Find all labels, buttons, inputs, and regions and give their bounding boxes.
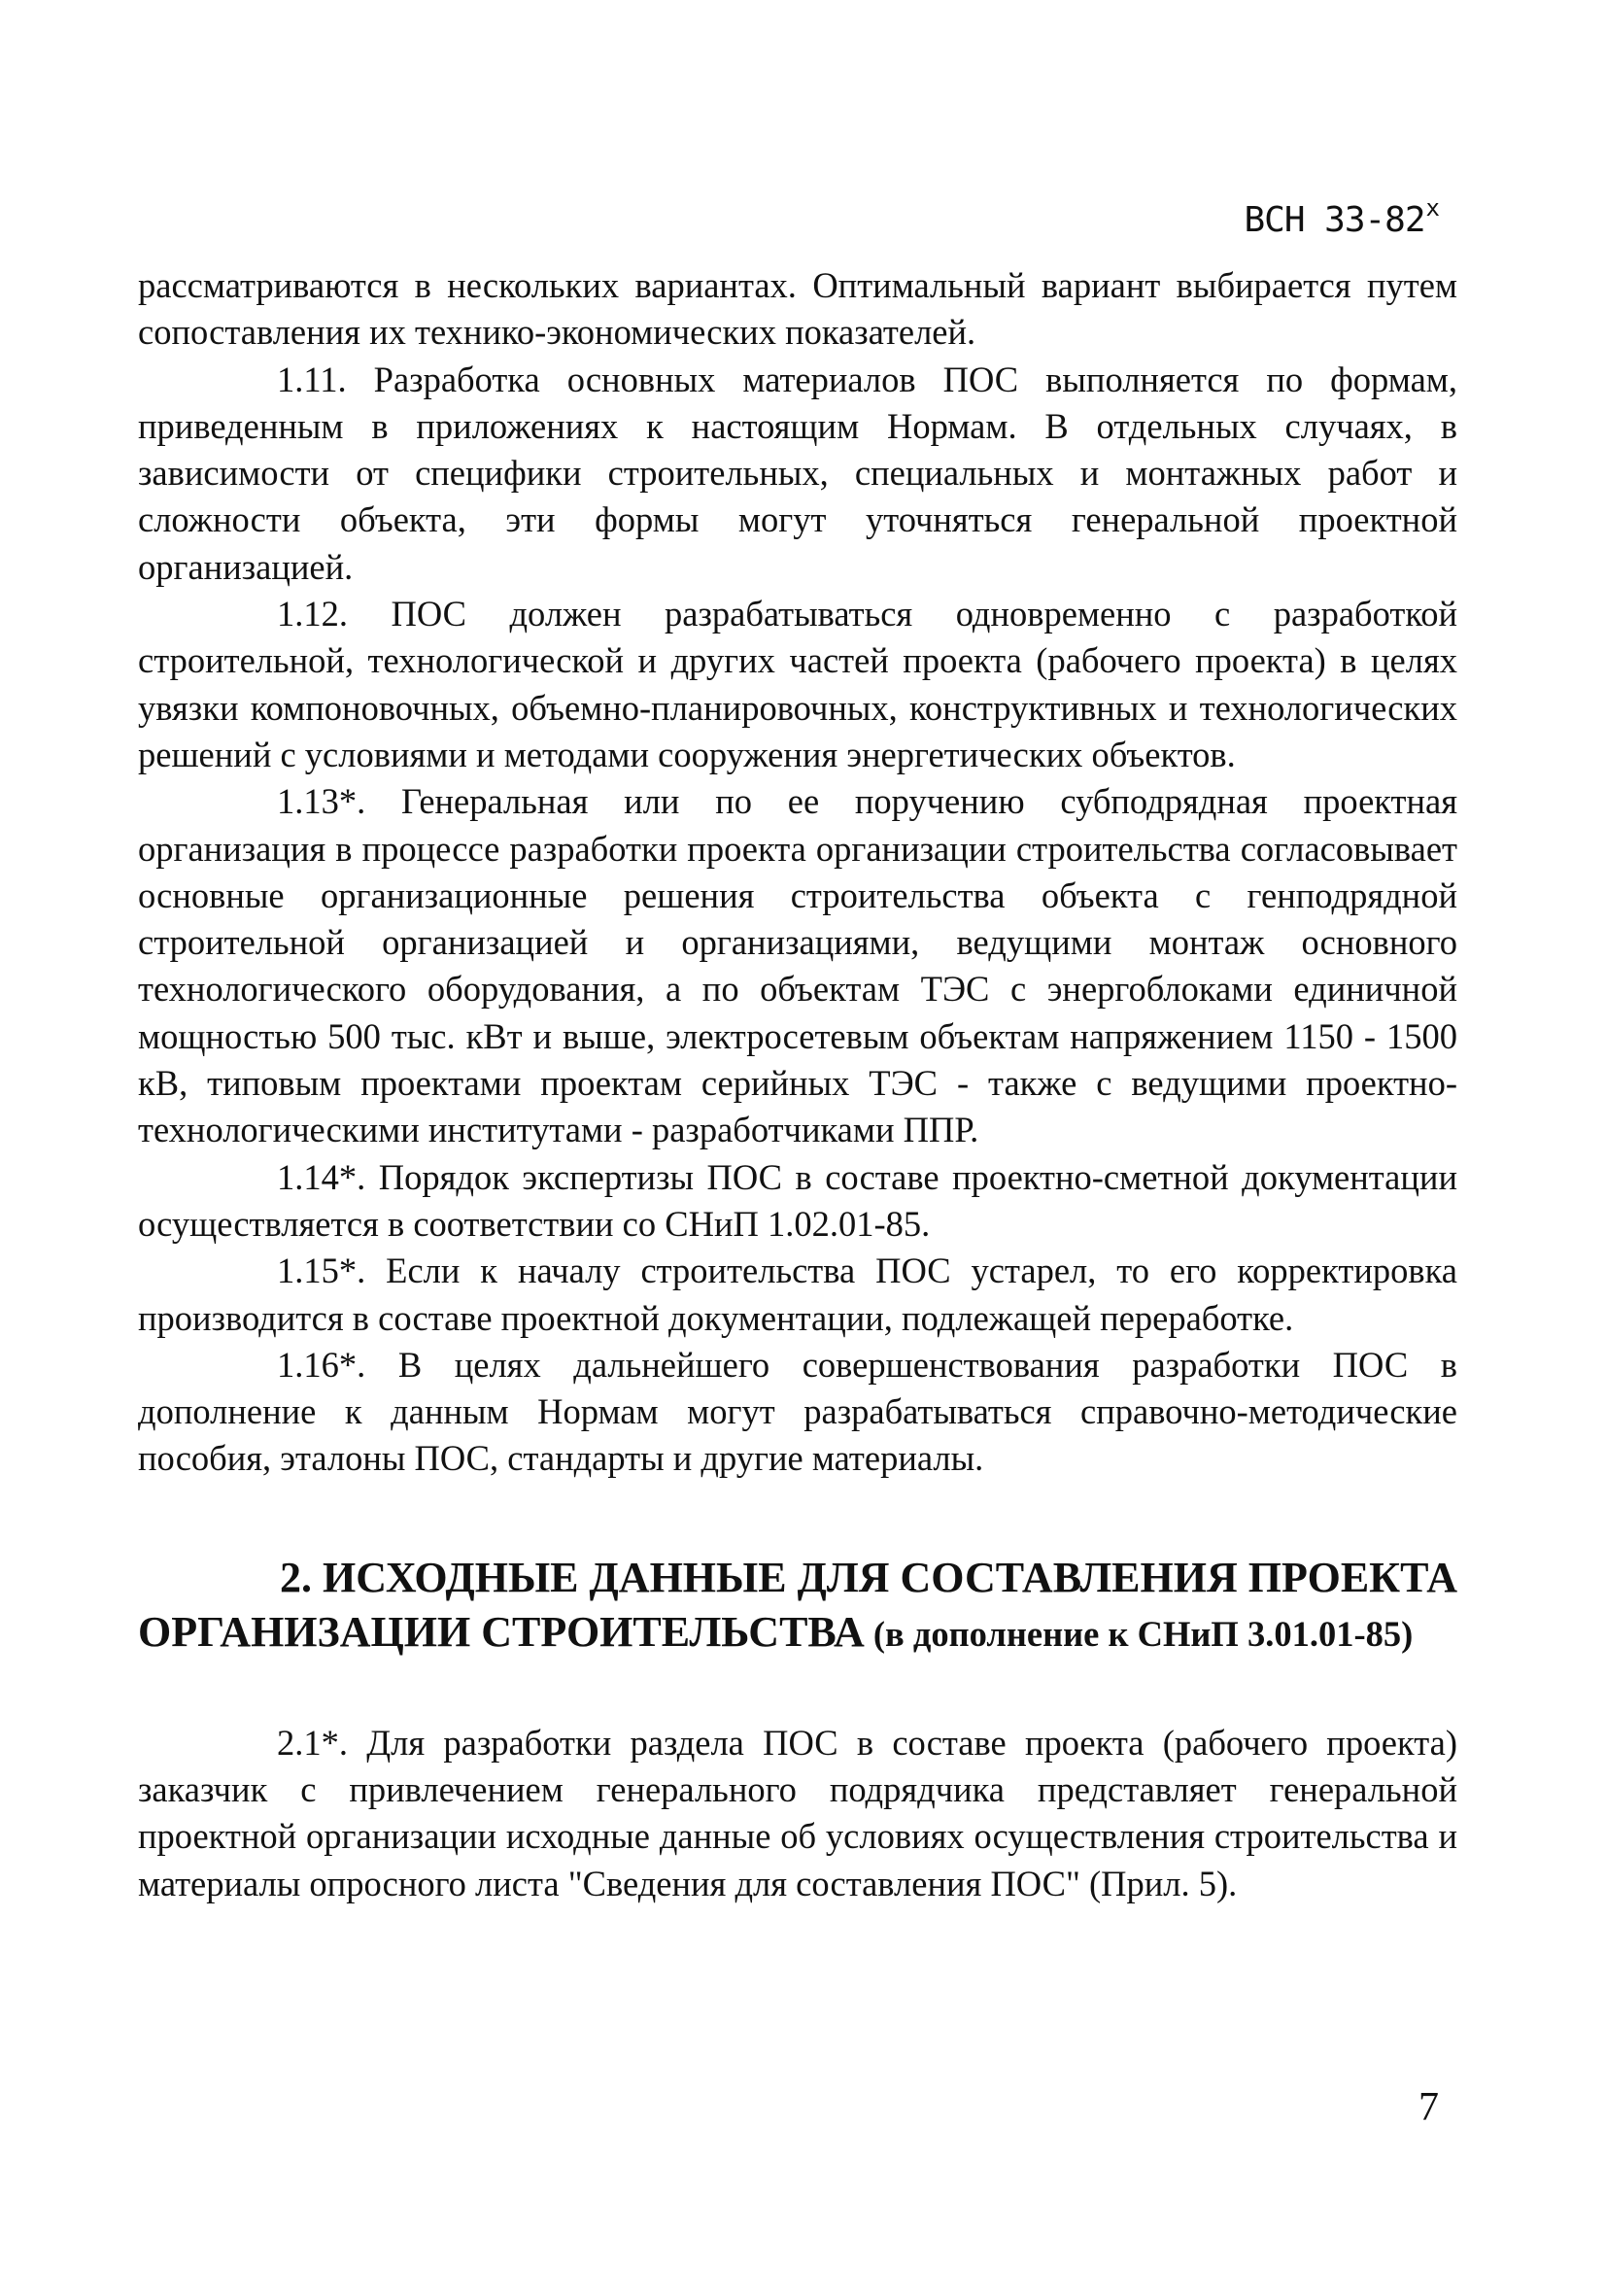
paragraph-1-14: 1.14*. Порядок экспертизы ПОС в составе проектно-сметной документации осуществляется в соответствии со СНиП 1.02.01-85. (138, 1156, 1457, 1244)
section-2-title: 2. ИСХОДНЫЕ ДАННЫЕ ДЛЯ СОСТАВЛЕНИЯ ПРОЕКТА ОРГАНИЗАЦИИ СТРОИТЕЛЬСТВА (138, 1553, 1457, 1656)
paragraph-1-13: 1.13*. Генеральная или по ее поручению субподрядная проектная организация в процессе разработки проекта организации строительства согласовывает основные организационные решения строительства объекта с генподрядной строительной организацией и организациями, ведущими монтаж основного технологического оборудования, а по объектам ТЭС с энергоблоками единичной мощностью 500 тыс. кВт и выше, электросетевым объектам напряжением 1150 - 1500 кВ, типовым проектами проектам серийных ТЭС - также с ведущими проектно-технологическими институтами - разработчиками ППР. (138, 781, 1457, 1150)
paragraph-2-1: 2.1*. Для разработки раздела ПОС в составе проекта (рабочего проекта) заказчик с привлечением генерального подрядчика представляет генеральной проектной организации исходные данные об условиях осуществления строительства и материалы опросного листа "Сведения для составления ПОС" (Прил. 5). (138, 1722, 1457, 1903)
document-code (1244, 194, 1439, 240)
paragraph-continuation: рассматриваются в нескольких вариантах. Оптимальный вариант выбирается путем сопоставления их технико-экономических показателей. (138, 265, 1457, 353)
paragraph-1-11: 1.11. Разработка основных материалов ПОС выполняется по формам, приведенным в приложениях к настоящим Нормам. В отдельных случаях, в зависимости от специфики строительных, специальных и монтажных работ и сложности объекта, эти формы могут уточняться генеральной проектной организацией. (138, 359, 1457, 587)
page-number: 7 (1418, 2085, 1439, 2130)
section-2-heading (138, 1551, 1457, 1662)
paragraph-1-16: 1.16*. В целях дальнейшего совершенствования разработки ПОС в дополнение к данным Нормам могут разрабатываться справочно-методические пособия, эталоны ПОС, стандарты и другие материалы. (138, 1344, 1457, 1479)
page-content (138, 262, 1457, 1907)
section-2-title-suffix: (в дополнение к СНиП 3.01.01-85) (864, 1613, 1414, 1654)
document-code-superscript: x (1425, 194, 1439, 222)
document-code-text: ВСН 33-82 (1244, 200, 1425, 240)
paragraph-1-15: 1.15*. Если к началу строительства ПОС устарел, то его корректировка производится в составе проектной документации, подлежащей переработке. (138, 1251, 1457, 1338)
paragraph-1-12: 1.12. ПОС должен разрабатываться одновременно с разработкой строительной, технологической и других частей проекта (рабочего проекта) в целях увязки компоновочных, объемно-планировочных, конструктивных и технологических решений с условиями и методами сооружения энергетических объектов. (138, 594, 1457, 774)
